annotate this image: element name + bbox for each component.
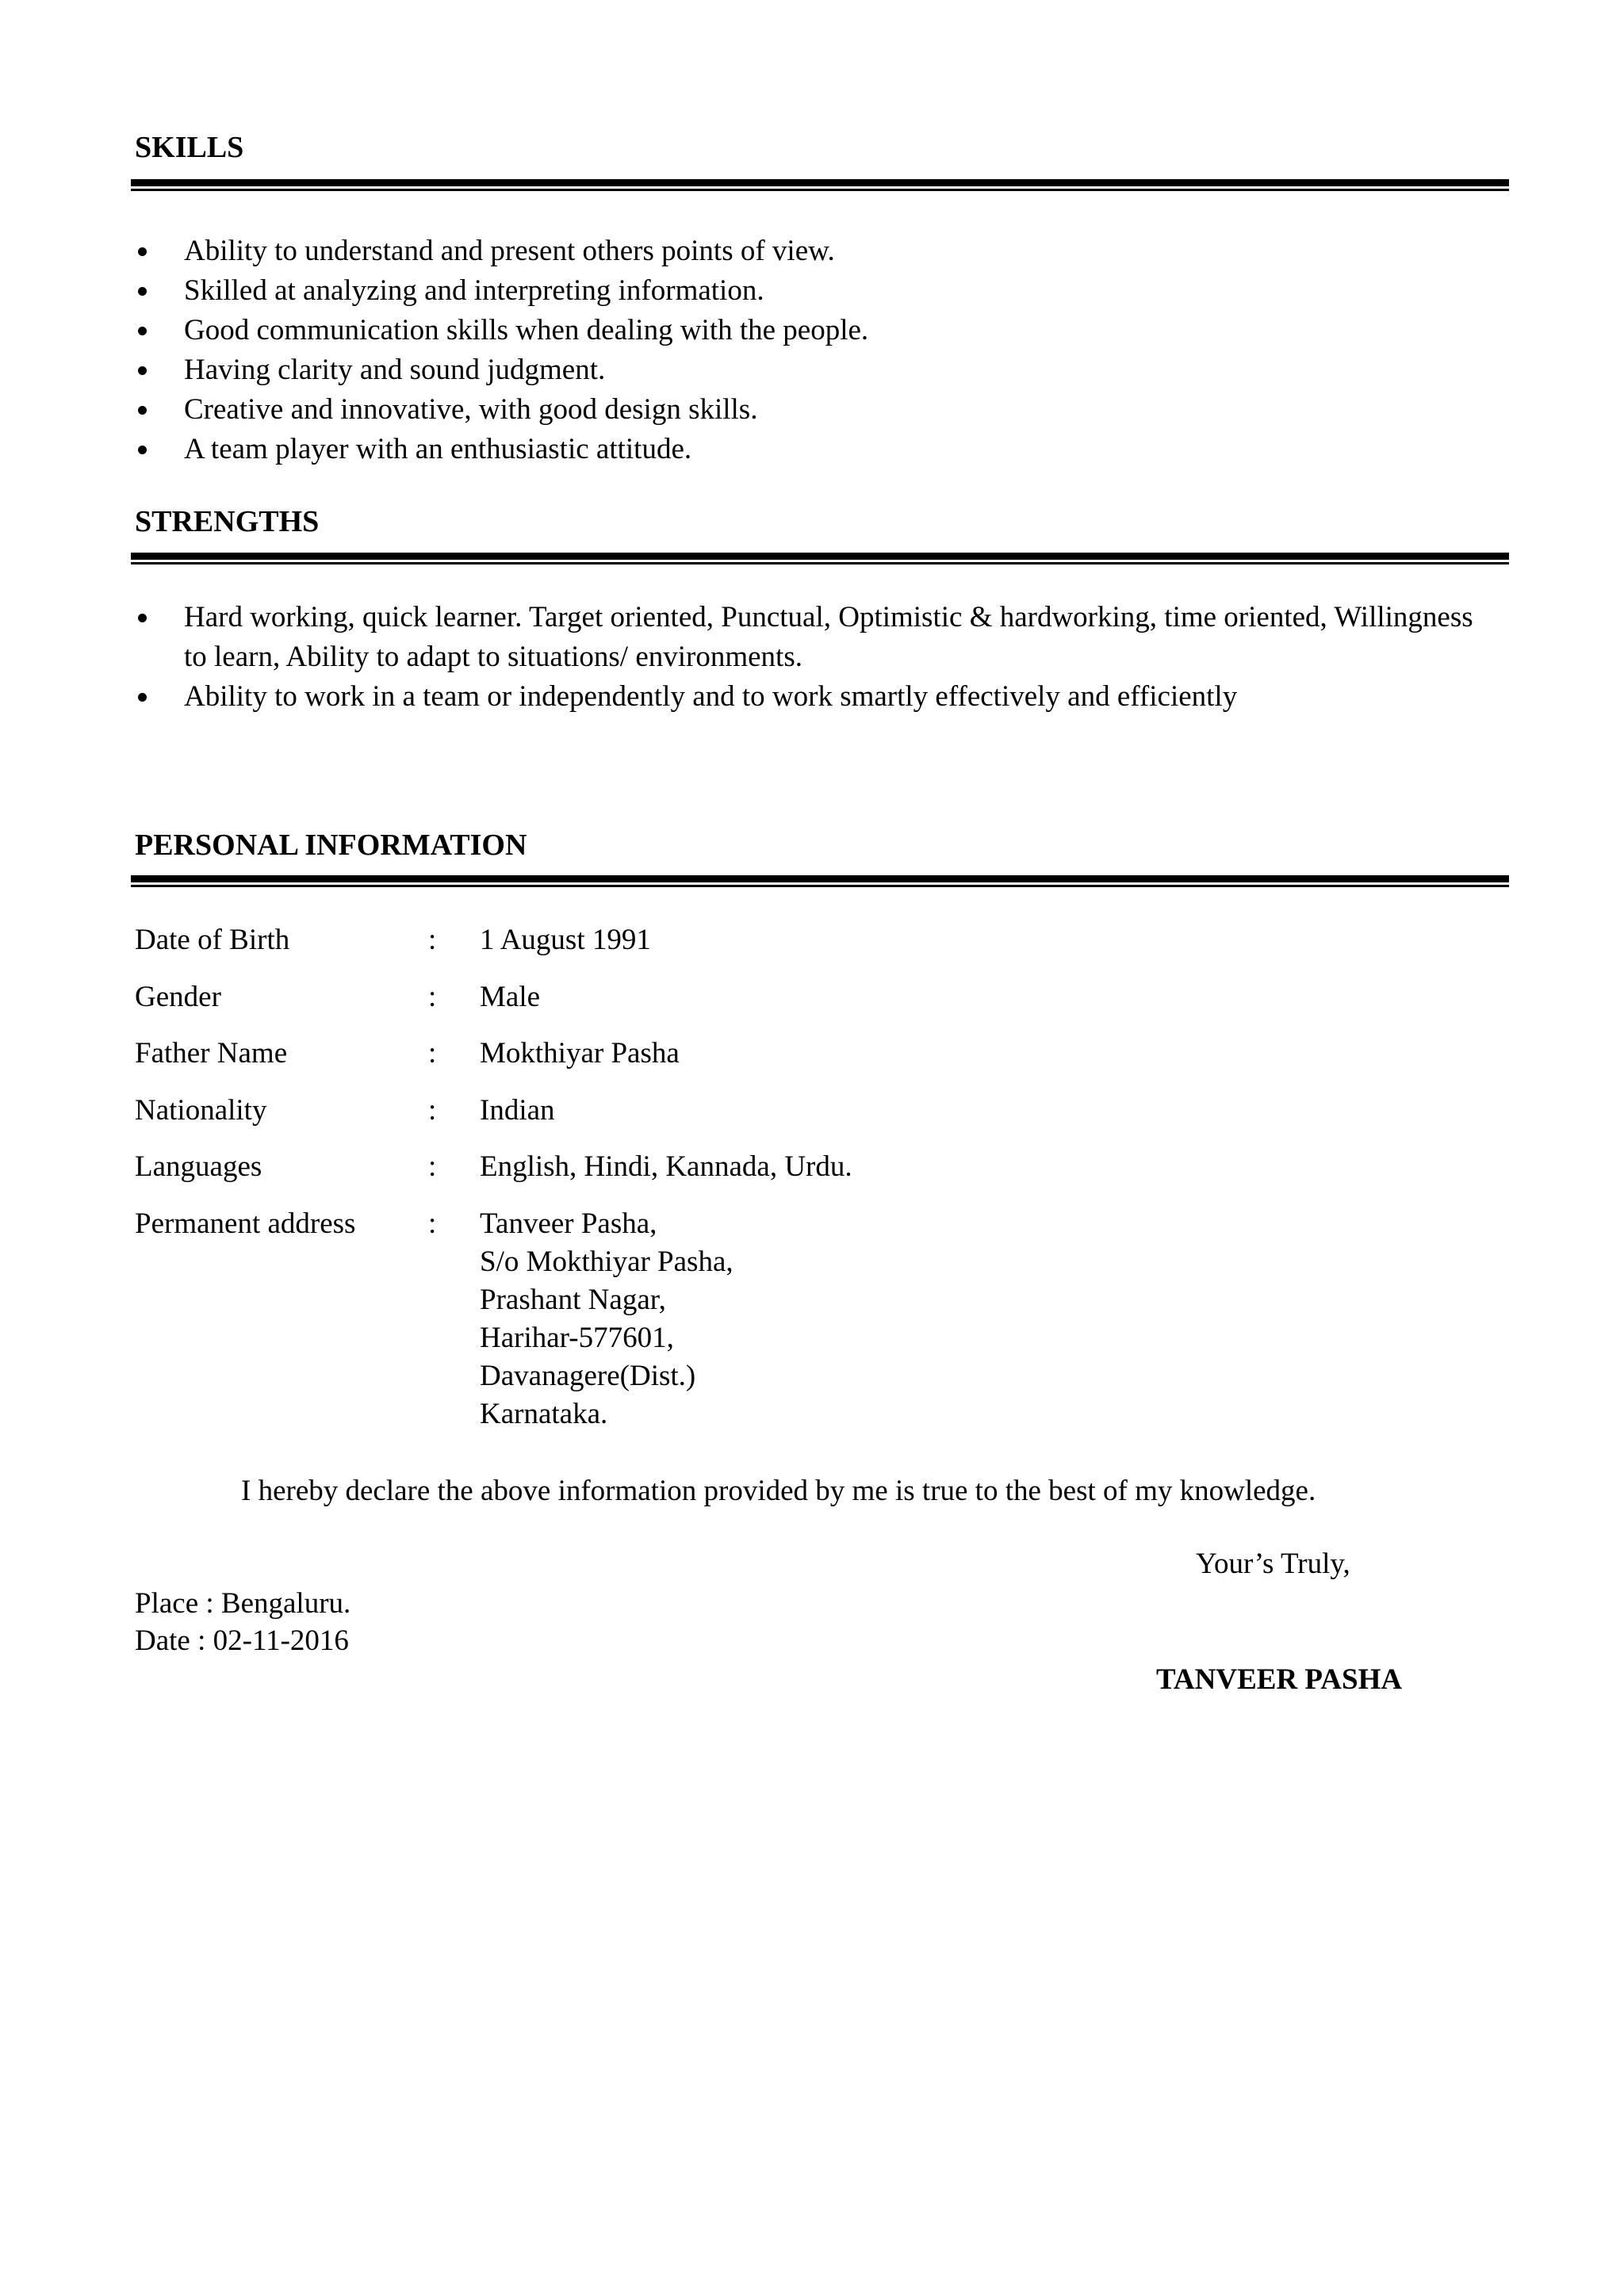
info-colon: :: [428, 981, 437, 1013]
skills-item: Skilled at analyzing and interpreting information.: [135, 271, 1499, 311]
info-label: Gender: [135, 981, 221, 1013]
closing-text: Your’s Truly,: [1196, 1548, 1350, 1580]
skills-heading: SKILLS: [135, 131, 244, 164]
bullet-icon: [138, 693, 147, 702]
bullet-icon: [138, 366, 147, 375]
strengths-list: [135, 598, 1499, 717]
bullet-icon: [138, 406, 147, 415]
address-line: Tanveer Pasha,: [480, 1207, 657, 1240]
info-label: Date of Birth: [135, 924, 290, 956]
skills-list: [135, 232, 1499, 469]
address-line: Prashant Nagar,: [480, 1284, 666, 1316]
info-label: Father Name: [135, 1037, 288, 1070]
info-value: 1 August 1991: [480, 924, 651, 956]
address-line: Harihar-577601,: [480, 1322, 674, 1354]
personal-info-heading: PERSONAL INFORMATION: [135, 828, 527, 862]
date-text: Date : 02-11-2016: [135, 1624, 349, 1657]
place-text: Place : Bengaluru.: [135, 1587, 351, 1620]
info-colon: :: [428, 1150, 437, 1183]
strengths-item: Hard working, quick learner. Target oriented, Punctual, Optimistic & hardworking, time oriented, Willingness to learn, Ability to adapt to situations/ environments.: [135, 598, 1499, 677]
info-value: Indian: [480, 1094, 555, 1127]
address-block: [480, 1205, 733, 1433]
strengths-heading: STRENGTHS: [135, 505, 320, 538]
info-colon: :: [428, 924, 437, 956]
bullet-icon: [138, 446, 147, 454]
bullet-icon: [138, 327, 147, 335]
info-value: English, Hindi, Kannada, Urdu.: [480, 1150, 852, 1183]
info-colon: :: [428, 1207, 437, 1240]
info-colon: :: [428, 1094, 437, 1127]
skills-item: A team player with an enthusiastic attitude.: [135, 430, 1499, 469]
info-colon: :: [428, 1037, 437, 1070]
info-label: Nationality: [135, 1094, 267, 1127]
info-value: Male: [480, 981, 541, 1013]
declaration-text: I hereby declare the above information provided by me is true to the best of my knowledge.: [241, 1475, 1316, 1507]
skills-item: Ability to understand and present others points of view.: [135, 232, 1499, 271]
address-line: S/o Mokthiyar Pasha,: [480, 1246, 733, 1278]
strengths-item: Ability to work in a team or independently and to work smartly effectively and efficiently: [135, 677, 1499, 717]
signature-name: TANVEER PASHA: [1156, 1663, 1403, 1696]
skills-item: Creative and innovative, with good design skills.: [135, 390, 1499, 430]
skills-divider: [131, 179, 1509, 191]
address-line: Davanagere(Dist.): [480, 1360, 696, 1392]
strengths-divider: [131, 553, 1509, 564]
info-value: Mokthiyar Pasha: [480, 1037, 680, 1070]
personal-info-divider: [131, 875, 1509, 887]
bullet-icon: [138, 287, 147, 296]
address-line: Karnataka.: [480, 1398, 608, 1430]
bullet-icon: [138, 247, 147, 256]
skills-item: Having clarity and sound judgment.: [135, 350, 1499, 390]
bullet-icon: [138, 614, 147, 622]
skills-item: Good communication skills when dealing with the people.: [135, 311, 1499, 350]
info-label: Languages: [135, 1150, 262, 1183]
info-label: Permanent address: [135, 1207, 356, 1240]
